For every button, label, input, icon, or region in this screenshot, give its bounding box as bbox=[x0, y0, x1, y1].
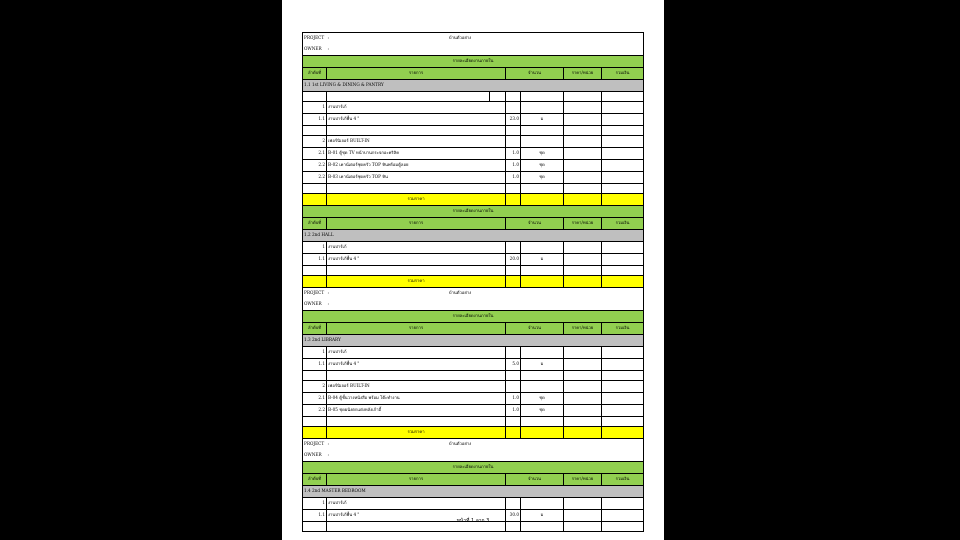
col-item: รายการ bbox=[327, 68, 506, 80]
project-row bbox=[303, 33, 644, 45]
column-header-row: ลำดับที่ รายการ จำนวน ราคา/หน่วย รวมเงิน bbox=[303, 323, 644, 335]
detail-title-row bbox=[303, 56, 644, 68]
table-row: 1 งานปาร์เก้ bbox=[303, 347, 644, 359]
table-row: 2.1 B-01 ตู้ชุด TV หน้าบานกระจกอะคริลิค 1.0 ชุด bbox=[303, 148, 644, 160]
table-row: 2 เฟอร์นิเจอร์ BUILT-IN bbox=[303, 136, 644, 148]
owner-row: OWNER : bbox=[303, 450, 644, 462]
owner-row bbox=[303, 44, 644, 56]
total-row: รวมราคา bbox=[303, 276, 644, 288]
section-row: 1.3 2nd LIBRARY bbox=[303, 335, 644, 347]
col-no: ลำดับที่ bbox=[303, 68, 327, 80]
project-value: : บ้านตัวอย่าง bbox=[327, 33, 521, 45]
detail-title: รายละเอียดงานภายใน bbox=[303, 56, 644, 68]
total-row: รวมราคา bbox=[303, 427, 644, 439]
project-label: PROJECT bbox=[303, 33, 327, 45]
table-row: 1.1 งานปาร์เก้พื้น 4 " 23.0 ม bbox=[303, 114, 644, 126]
document-page bbox=[282, 0, 664, 540]
table-row: 1.1 งานปาร์เก้พื้น 4 " 20.0 ม bbox=[303, 254, 644, 266]
table-row: 2.1 B-04 ตู้ชั้นวางหนังสือ พร้อม โต๊ะทำงาน 1.0 ชุด bbox=[303, 393, 644, 405]
col-total: รวมเงิน bbox=[602, 68, 644, 80]
section-row: 1.4 2nd MASTER BEDROOM bbox=[303, 486, 644, 498]
detail-title-row: รายละเอียดงานภายใน bbox=[303, 311, 644, 323]
detail-title-row: รายละเอียดงานภายใน bbox=[303, 206, 644, 218]
quotation-sheet bbox=[302, 32, 643, 532]
col-unit-price: ราคา/หน่วย bbox=[564, 68, 602, 80]
col-qty: จำนวน bbox=[506, 68, 564, 80]
section-row bbox=[303, 80, 644, 92]
table-row: 1 งานปาร์เก้ bbox=[303, 242, 644, 254]
owner-row: OWNER : bbox=[303, 299, 644, 311]
column-header-row bbox=[303, 68, 644, 80]
table-row: 1.1 งานปาร์เก้พื้น 4 " 5.0 ม bbox=[303, 359, 644, 371]
page-number: หน้าที่ 1 จาก 3 bbox=[456, 518, 490, 524]
total-row: รวมราคา bbox=[303, 194, 644, 206]
table-row: 1.1 งานปาร์เก้พื้น 4 " 30.0 ม bbox=[303, 510, 644, 522]
table-row: 2.2 B-05 ชุดผนังตกแต่งหลังเก้าอี้ 1.0 ชุด bbox=[303, 405, 644, 417]
table-row: 2 เฟอร์นิเจอร์ BUILT-IN bbox=[303, 381, 644, 393]
column-header-row: ลำดับที่ รายการ จำนวน ราคา/หน่วย รวมเงิน bbox=[303, 218, 644, 230]
owner-colon: : bbox=[327, 44, 490, 56]
table-row: 2.2 B-02 เคาน์เตอร์ชุดครัว TOP หินพร้อมตู้ลอย 1.0 ชุด bbox=[303, 160, 644, 172]
section-title: 1.1 1st LIVING & DINING & PANTRY bbox=[303, 80, 644, 92]
project-row: PROJECT : บ้านตัวอย่าง bbox=[303, 288, 644, 300]
table-row: 1 งานปาร์เก้ bbox=[303, 498, 644, 510]
table-row: 1 งานปาร์เก้ bbox=[303, 102, 644, 114]
project-row: PROJECT : บ้านตัวอย่าง bbox=[303, 439, 644, 451]
detail-title-row: รายละเอียดงานภายใน bbox=[303, 462, 644, 474]
table-row: 2.2 B-03 เคาน์เตอร์ชุดครัว TOP หิน 1.0 ชุด bbox=[303, 172, 644, 184]
section-row: 1.2 2nd HALL bbox=[303, 230, 644, 242]
owner-label: OWNER bbox=[303, 44, 327, 56]
quotation-table bbox=[302, 32, 644, 532]
column-header-row: ลำดับที่ รายการ จำนวน ราคา/หน่วย รวมเงิน bbox=[303, 474, 644, 486]
